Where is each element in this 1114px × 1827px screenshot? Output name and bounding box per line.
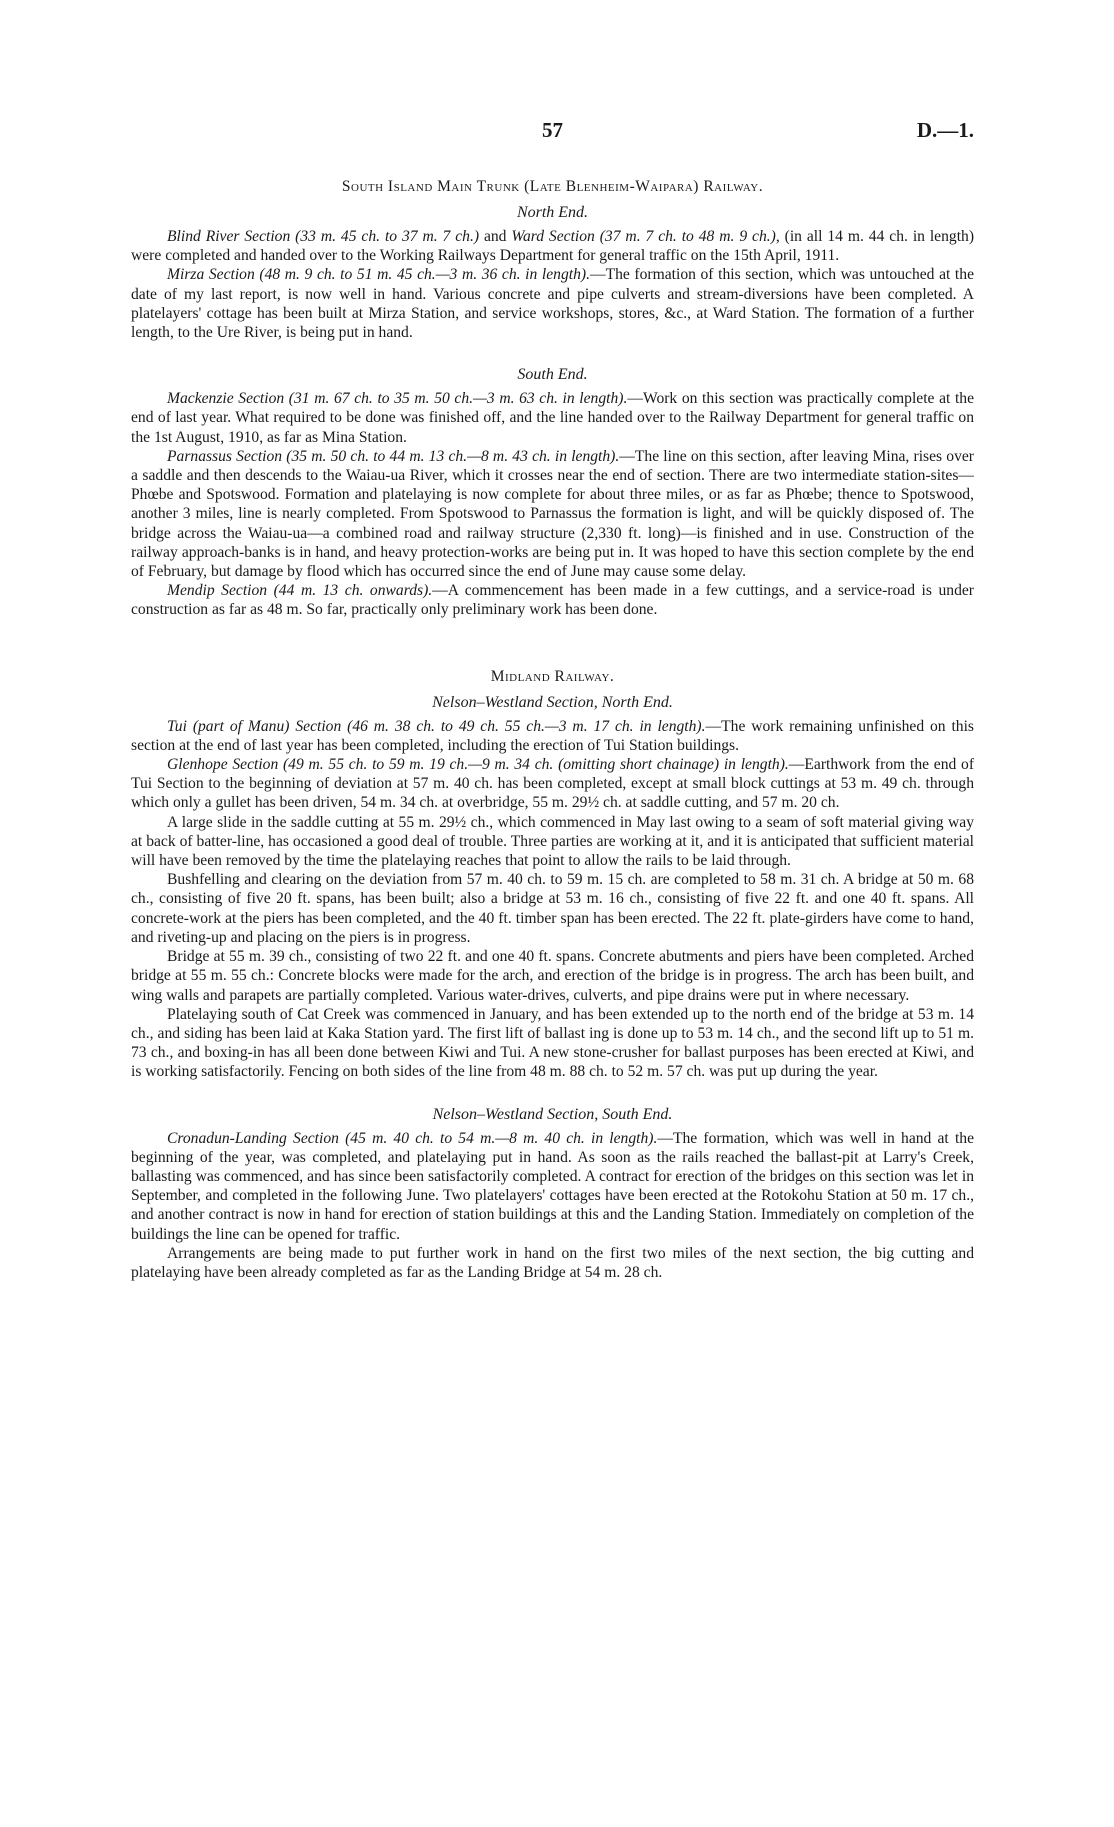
mackenzie-paragraph: [131, 389, 974, 447]
bushfelling-paragraph: Bushfelling and clearing on the deviation from 57 m. 40 ch. to 59 m. 15 ch. are completed to 58 m. 31 ch. A bridge at 50 m. 68 ch., consisting of five 20 ft. spans, has been built; also a bridge at 53 m. 16 ch., consisting of five 22 ft. and one 40 ft. spans. All concrete-work at the piers has been completed, and the 40 ft. timber span has been erected. The 22 ft. plate-girders have come to hand, and riveting-up and placing on the piers is in progress.: [131, 871, 974, 946]
glenhope-body: —Earthwork from the end of Tui Section to the beginning of deviation at 57 m. 40 ch. has been completed, except at small block cuttings at 53 m. 49 ch. through which only a gullet has been driven, 54 m. 34 ch. at overbridge, 55 m. 29½ ch. at saddle cutting, and 57 m. 20 ch.: [131, 756, 975, 812]
blind-river-body: , (in all 14 m. 44 ch. in length) were completed and handed over to the Working Railways Department for general traffic on the 15th April, 1911.: [131, 228, 975, 265]
parnassus-paragraph: [131, 447, 974, 581]
arrangements-paragraph: Arrangements are being made to put further work in hand on the first two miles of the next section, the big cutting and platelaying have been already completed as far as the Landing Bridge at 54 m. 28 ch.: [131, 1244, 974, 1281]
glenhope-paragraph: [131, 755, 974, 813]
mirza-paragraph: [131, 265, 974, 342]
south-end-heading: South End.: [517, 366, 588, 384]
platelaying-paragraph: Platelaying south of Cat Creek was commenced in January, and has been extended up to the north end of the bridge at 53 m. 14 ch., and siding has been laid at Kaka Station yard. The first lift of ballast ing is done up to 53 m. 14 ch., and the second lift up to 51 m. 73 ch., and boxing-in has all been done between Kiwi and Tui. A new stone-crusher for ballast purposes has been erected at Kiwi, and is working satisfactorily. Fencing on both sides of the line from 48 m. 88 ch. to 52 m. 57 ch. was put up during the year.: [131, 1005, 974, 1081]
mirza-body: —The formation of this section, which was untouched at the date of my last report, is now well in hand. Various concrete and pipe culverts and stream-diversions have been completed. A platelayers' cottage has been built at Mirza Station, and service workshops, stores, &c., at Ward Station. The formation of a further length, to the Ure River, is being put in hand.: [131, 266, 974, 342]
parnassus-lead: Parnassus Section (35 m. 50 ch. to 44 m. 13 ch.—8 m. 43 ch. in length).: [167, 447, 620, 465]
blind-river-ward-paragraph: [131, 227, 974, 265]
cronadun-body: —The formation, which was well in hand at the beginning of the year, was completed, and platelaying put in hand. As soon as the rails reached the ballast-pit at Larry's Creek, ballasting was commenced, and has since been satisfactorily completed. A contract for erection of the bridges on this section was let in September, and completed in the following June. Two platelayers' cottages have been erected at the Rotokohu Station at 50 m. 17 ch., and another contract is now in hand for erection of station buildings at this and the Landing Station. Immediately on completion of the buildings the line can be opened for traffic.: [131, 1129, 974, 1243]
cronadun-lead: Cronadun-Landing Section (45 m. 40 ch. to 54 m.—8 m. 40 ch. in length).: [167, 1129, 658, 1147]
nelson-westland-south-heading: Nelson–Westland Section, South End.: [432, 1105, 673, 1123]
page-header: [131, 118, 974, 152]
document-page: [131, 118, 974, 1282]
mackenzie-lead: Mackenzie Section (31 m. 67 ch. to 35 m. 50 ch.—3 m. 63 ch. in length).: [167, 390, 628, 408]
tui-lead: Tui (part of Manu) Section (46 m. 38 ch. to 49 ch. 55 ch.—3 m. 17 ch. in length).: [167, 717, 706, 735]
parnassus-body: —The line on this section, after leaving Mina, rises over a saddle and then descends to the Waiau-ua River, which it crosses near the end of section. There are two intermediate station-sites—Phœbe and Spotswood. Formation and platelaying is now complete for about three miles, or as far as Phœbe; thence to Spotswood, another 3 miles, line is nearly completed. From Spotswood to Parnassus the formation is light, and will be quickly disposed of. The bridge across the Waiau-ua—a combined road and railway structure (2,330 ft. long)—is finished and in use. Construction of the railway approach-banks is in hand, and heavy protection-works are being put in. It was hoped to have this section complete by the end of February, but damage by flood which has occurred since the end of June may cause some delay.: [131, 447, 975, 581]
cronadun-paragraph: [131, 1129, 974, 1244]
tui-paragraph: [131, 717, 974, 755]
glenhope-lead: Glenhope Section (49 m. 55 ch. to 59 m. 19 ch.—9 m. 34 ch. (omitting short chainage) in length).: [167, 756, 789, 774]
ward-lead: Ward Section (37 m. 7 ch. to 48 m. 9 ch.): [511, 228, 776, 245]
document-code: D.—1.: [916, 118, 974, 142]
midland-railway-title: Midland Railway.: [490, 667, 615, 685]
page-number: 57: [542, 118, 563, 142]
mendip-paragraph: [131, 581, 974, 619]
mackenzie-body: —Work on this section was practically complete at the end of last year. What required to be done was finished off, and the line handed over to the Railway Department for general traffic on the 1st August, 1910, as far as Mina Station.: [131, 390, 974, 446]
south-island-railway-title: South Island Main Trunk (Late Blenheim-Waipara) Railway.: [341, 178, 764, 195]
mirza-lead: Mirza Section (48 m. 9 ch. to 51 m. 45 ch.—3 m. 36 ch. in length).: [167, 266, 590, 284]
tui-body: —The work remaining unfinished on this section at the end of last year has been completed, including the erection of Tui Station buildings.: [131, 717, 974, 754]
north-end-heading: North End.: [516, 204, 589, 221]
blind-river-lead: Blind River Section (33 m. 45 ch. to 37 m. 7 ch.): [167, 228, 480, 245]
mendip-body: —A commencement has been made in a few cuttings, and a service-road is under construction as far as 48 m. So far, practically only preliminary work has been done.: [131, 582, 974, 619]
saddle-slide-paragraph: A large slide in the saddle cutting at 55 m. 29½ ch., which commenced in May last owing to a seam of soft material giving way at back of batter-line, has occasioned a good deal of trouble. Three parties are working at it, and it is anticipated that sufficient material will have been removed by the time the platelaying reaches that point to allow the rails to be laid through.: [131, 813, 974, 870]
blind-river-mid: and: [479, 228, 512, 245]
bridge-paragraph: Bridge at 55 m. 39 ch., consisting of two 22 ft. and one 40 ft. spans. Concrete abutments and piers have been completed. Arched bridge at 55 m. 55 ch.: Concrete blocks were made for the arch, and erection of the bridge is in progress. The arch has been built, and wing walls and parapets are partially completed. Various water-drives, culverts, and pipe drains were put in where necessary.: [131, 948, 974, 1004]
mendip-lead: Mendip Section (44 m. 13 ch. onwards).: [167, 582, 433, 600]
nelson-westland-north-heading: Nelson–Westland Section, North End.: [432, 693, 673, 711]
